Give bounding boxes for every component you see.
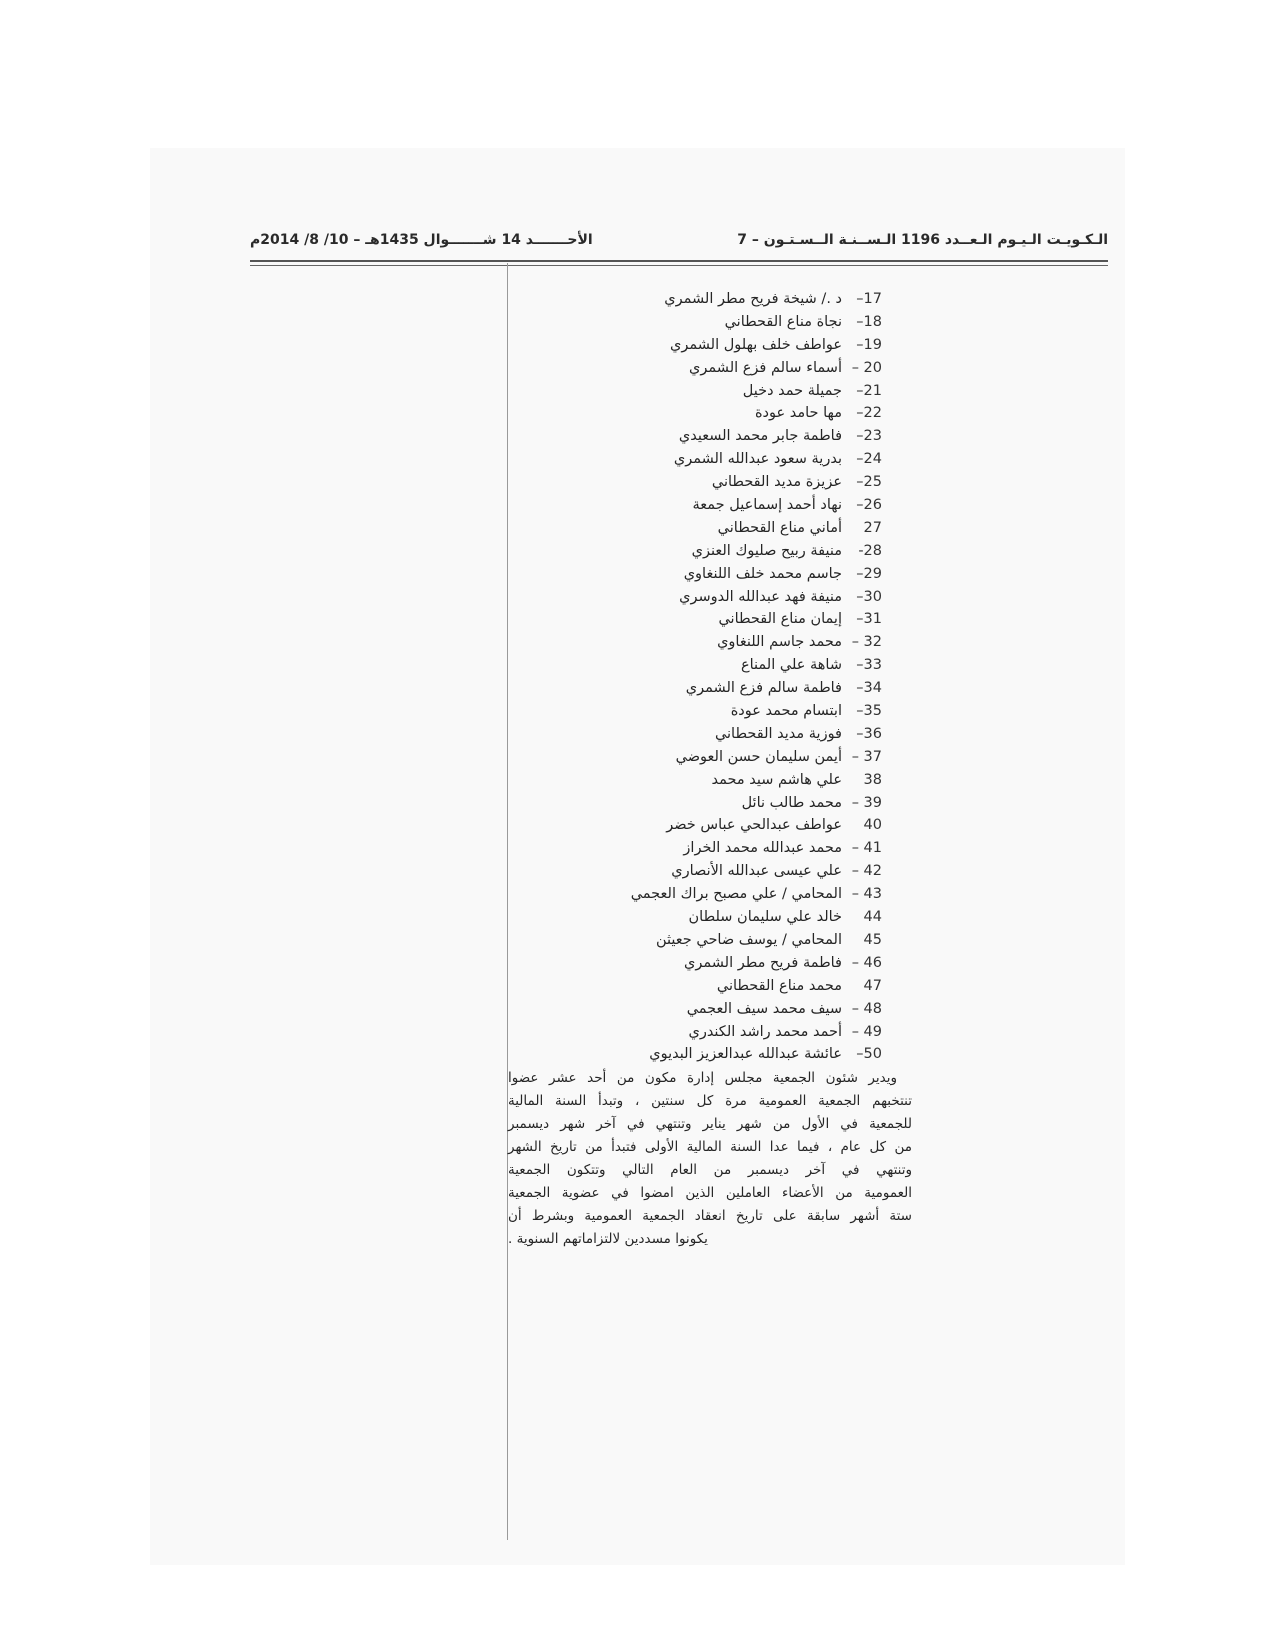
- member-name: فاطمة فريح مطر الشمري: [684, 954, 842, 971]
- list-item: [562, 448, 882, 471]
- item-number: 46 –: [851, 954, 882, 971]
- member-name: بدرية سعود عبدالله الشمري: [673, 451, 842, 468]
- list-item: [562, 769, 882, 792]
- item-number: 38: [863, 771, 882, 788]
- item-number: 27: [863, 519, 882, 536]
- paragraph-line: ستة أشهر سابقة على تاريخ انعقاد الجمعية العمومية وبشرط أن: [508, 1208, 912, 1224]
- member-name: عواطف عبدالحي عباس خضر: [666, 817, 842, 834]
- item-number: 32 –: [851, 634, 882, 651]
- member-name: منيفة فهد عبدالله الدوسري: [679, 588, 842, 605]
- paragraph-line: ويدير شئون الجمعية مجلس إدارة مكون من أحد عشر عضوا: [508, 1070, 897, 1086]
- member-name: إيمان مناع القحطاني: [718, 611, 842, 628]
- member-name: محمد عبدالله محمد الخراز: [683, 840, 842, 857]
- list-item: [562, 540, 882, 563]
- member-name: خالد علي سليمان سلطان: [688, 909, 842, 926]
- item-number: 44: [863, 909, 882, 926]
- member-name: عواطف خلف بهلول الشمري: [670, 336, 842, 353]
- member-name: سيف محمد سيف العجمي: [686, 1000, 842, 1017]
- member-name: شاهة علي المناع: [740, 657, 842, 674]
- paragraph-line: وتنتهي في آخر ديسمبر من العام التالي وتتكون الجمعية: [508, 1162, 912, 1178]
- item-number: 18–: [856, 313, 882, 330]
- member-name: علي عيسى عبدالله الأنصاري: [671, 863, 842, 880]
- gazette-date-header: الأحـــــــد 14 شـــــــوال 1435هـ – 10/ 8/ 2014م: [250, 232, 593, 248]
- item-number: 48 –: [851, 1000, 882, 1017]
- item-number: 19–: [856, 336, 882, 353]
- item-number: 37 –: [851, 748, 882, 765]
- member-name: فوزية مديد القحطاني: [714, 725, 842, 742]
- header-rule-thin: [250, 265, 1108, 266]
- list-item: [562, 883, 882, 906]
- gazette-issue-header: الـكـويـت الـيـوم الـعــدد 1196 الـســنـة الــسـتـون – 7: [737, 232, 1108, 248]
- item-number: 28-: [858, 542, 882, 559]
- item-number: 34–: [856, 680, 882, 697]
- item-number: 39 –: [851, 794, 882, 811]
- member-name: علي هاشم سيد محمد: [711, 771, 842, 788]
- member-name: محمد جاسم اللنغاوي: [717, 634, 842, 651]
- item-number: 31–: [856, 611, 882, 628]
- item-number: 42 –: [851, 863, 882, 880]
- member-name: أسماء سالم فزع الشمري: [689, 359, 842, 376]
- member-name: المحامي / يوسف ضاحي جعيثن: [656, 931, 842, 948]
- list-item: [562, 792, 882, 815]
- item-number: 26–: [856, 497, 882, 514]
- item-number: 23–: [856, 428, 882, 445]
- member-name: عزيزة مديد القحطاني: [711, 474, 842, 491]
- list-item: [562, 1021, 882, 1044]
- item-number: 41 –: [851, 840, 882, 857]
- list-item: [562, 608, 882, 631]
- list-item: [562, 380, 882, 403]
- board-paragraph: [508, 1067, 912, 1251]
- item-number: 25–: [856, 474, 882, 491]
- list-item: [562, 700, 882, 723]
- member-name: محمد طالب نائل: [741, 794, 842, 811]
- item-number: 22–: [856, 405, 882, 422]
- list-item: [562, 814, 882, 837]
- item-number: 43 –: [851, 886, 882, 903]
- member-name: جاسم محمد خلف اللنغاوي: [683, 565, 842, 582]
- list-item: [562, 860, 882, 883]
- item-number: 36–: [856, 725, 882, 742]
- list-item: [562, 334, 882, 357]
- member-name: أماني مناع القحطاني: [717, 519, 842, 536]
- list-item: [562, 975, 882, 998]
- list-item: [562, 837, 882, 860]
- item-number: 49 –: [851, 1023, 882, 1040]
- item-number: 20 –: [851, 359, 882, 376]
- header-rule-thick: [250, 260, 1108, 262]
- list-item: [562, 494, 882, 517]
- item-number: 35–: [856, 703, 882, 720]
- member-name: أيمن سليمان حسن العوضي: [675, 748, 842, 765]
- paragraph-line: يكونوا مسددين لالتزاماتهم السنوية .: [508, 1231, 708, 1247]
- item-number: 47: [863, 977, 882, 994]
- member-name: نهاد أحمد إسماعيل جمعة: [692, 497, 842, 514]
- list-item: [562, 929, 882, 952]
- member-name: مها حامد عودة: [754, 405, 842, 422]
- item-number: 17–: [856, 291, 882, 307]
- list-item: [562, 425, 882, 448]
- member-name: د ./ شيخة فريح مطر الشمري: [664, 291, 842, 307]
- list-item: [562, 654, 882, 677]
- members-list: [562, 288, 882, 1066]
- list-item: [562, 402, 882, 425]
- paragraph-line: من كل عام ، فيما عدا السنة المالية الأولى فتبدأ من تاريخ الشهر: [508, 1139, 912, 1155]
- member-name: عائشة عبدالله عبدالعزيز البديوي: [649, 1046, 842, 1063]
- list-item: [562, 631, 882, 654]
- item-number: 24–: [856, 451, 882, 468]
- member-name: أحمد محمد راشد الكندري: [688, 1023, 842, 1040]
- item-number: 40: [863, 817, 882, 834]
- member-name: منيفة ربيح صليوك العنزي: [691, 542, 842, 559]
- member-name: المحامي / علي مصبح براك العجمي: [630, 886, 842, 903]
- list-item: [562, 746, 882, 769]
- list-item: [562, 471, 882, 494]
- list-item: [562, 677, 882, 700]
- item-number: 29–: [856, 565, 882, 582]
- list-item: [562, 517, 882, 540]
- list-item: [562, 288, 882, 311]
- list-item: [562, 723, 882, 746]
- list-item: [562, 586, 882, 609]
- member-name: فاطمة سالم فزع الشمري: [685, 680, 842, 697]
- member-name: نجاة مناع القحطاني: [724, 313, 842, 330]
- item-number: 50–: [856, 1046, 882, 1063]
- paragraph-line: للجمعية في الأول من شهر يناير وتنتهي في آخر شهر ديسمبر: [508, 1116, 912, 1132]
- list-item: [562, 906, 882, 929]
- item-number: 21–: [856, 382, 882, 399]
- member-name: فاطمة جابر محمد السعيدي: [678, 428, 842, 445]
- list-item: [562, 1043, 882, 1066]
- item-number: 30–: [856, 588, 882, 605]
- list-item: [562, 998, 882, 1021]
- item-number: 33–: [856, 657, 882, 674]
- member-name: محمد مناع القحطاني: [716, 977, 842, 994]
- paragraph-line: العمومية من الأعضاء العاملين الذين امضوا في عضوية الجمعية: [508, 1185, 912, 1201]
- list-item: [562, 357, 882, 380]
- list-item: [562, 563, 882, 586]
- paragraph-line: تنتخبهم الجمعية العمومية مرة كل سنتين ، وتبدأ السنة المالية: [508, 1093, 912, 1109]
- column-divider: [507, 263, 508, 1540]
- member-name: ابتسام محمد عودة: [730, 703, 842, 720]
- list-item: [562, 311, 882, 334]
- list-item: [562, 952, 882, 975]
- item-number: 45: [863, 931, 882, 948]
- member-name: جميلة حمد دخيل: [742, 382, 842, 399]
